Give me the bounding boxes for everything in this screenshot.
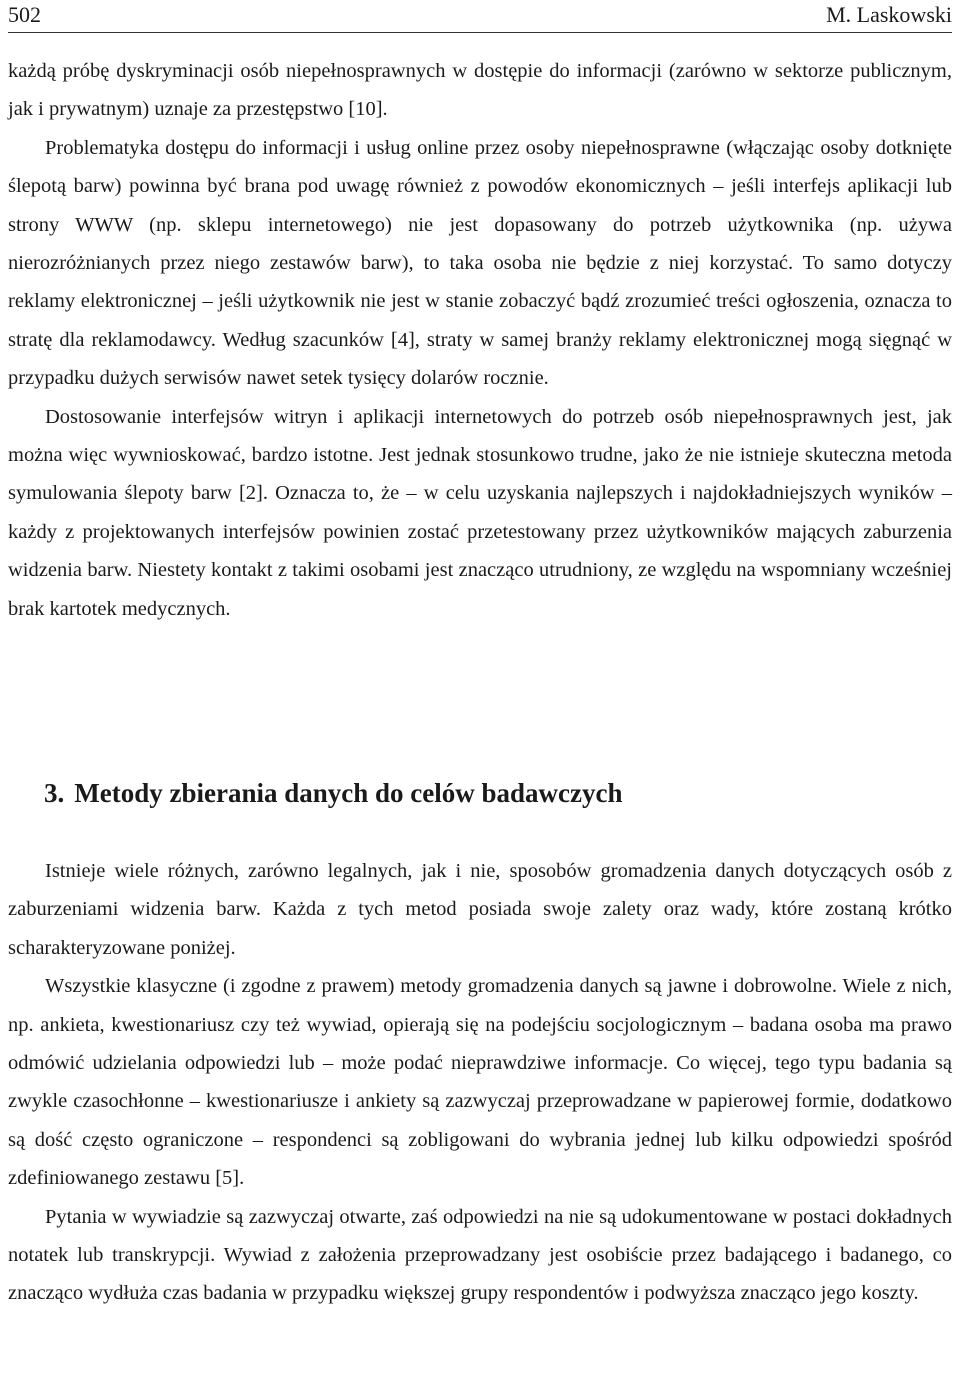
- body-text-bottom: [8, 852, 952, 1313]
- paragraph: Wszystkie klasyczne (i zgodne z prawem) metody gromadzenia danych są jawne i dobrowolne. Wiele z nich, np. ankieta, kwestionariusz czy też wywiad, opierają się na podejściu socjologicznym – badana osoba ma prawo odmówić udzielania odpowiedzi lub – może podać nieprawdziwe informacje. Co więcej, tego typu badania są zwykle czasochłonne – kwestionariusze i ankiety są zazwyczaj przeprowadzane w papierowej formie, dodatkowo są dość często ograniczone – respondenci są zobligowani do wybrania jednej lub kilku odpowiedzi spośród zdefiniowanego zestawu [5].: [8, 975, 952, 1190]
- section-title: Metody zbierania danych do celów badawczych: [74, 778, 623, 808]
- paragraph: Dostosowanie interfejsów witryn i aplikacji internetowych do potrzeb osób niepełnosprawnych jest, jak można więc wywnioskować, bardzo istotne. Jest jednak stosunkowo trudne, jako że nie istnieje skuteczna metoda symulowania ślepoty barw [2]. Oznacza to, że – w celu uzyskania najlepszych i najdokładniejszych wyników – każdy z projektowanych interfejsów powinien zostać przetestowany przez użytkowników mających zaburzenia widzenia barw. Niestety kontakt z takimi osobami jest znacząco utrudniony, ze względu na wspomniany wcześniej brak kartotek medycznych.: [8, 405, 952, 620]
- paragraph: Istnieje wiele różnych, zarówno legalnych, jak i nie, sposobów gromadzenia danych dotyczących osób z zaburzeniami widzenia barw. Każda z tych metod posiada swoje zalety oraz wady, które zostaną krótko scharakteryzowane poniżej.: [8, 860, 952, 959]
- body-text-top: [8, 52, 952, 628]
- paragraph: Pytania w wywiadzie są zazwyczaj otwarte, zaś odpowiedzi na nie są udokumentowane w postaci dokładnych notatek lub transkrypcji. Wywiad z założenia przeprowadzany jest osobiście przez badającego i badanego, co znacząco wydłuża czas badania w przypadku większej grupy respondentów i podwyższa znacząco jego koszty.: [8, 1205, 952, 1305]
- section-heading: [44, 773, 622, 813]
- section-number: 3.: [44, 778, 65, 808]
- running-header: [8, 1, 952, 29]
- paragraph: Problematyka dostępu do informacji i usług online przez osoby niepełnosprawne (włączając osoby dotknięte ślepotą barw) powinna być brana pod uwagę również z powodów ekonomicznych – jeśli interfejs aplikacji lub strony WWW (np. sklepu internetowego) nie jest dopasowany do potrzeb użytkownika (np. używa nierozróżnianych przez niego zestawów barw), to taka osoba nie będzie z niej korzystać. To samo dotyczy reklamy elektronicznej – jeśli użytkownik nie jest w stanie zobaczyć bądź zrozumieć treści ogłoszenia, oznacza to stratę dla reklamodawcy. Według szacunków [4], straty w samej branży reklamy elektronicznej mogą sięgnąć w przypadku dużych serwisów nawet setek tysięcy dolarów rocznie.: [8, 136, 952, 390]
- page-number: 502: [8, 2, 41, 27]
- paragraph-continuation: każdą próbę dyskryminacji osób niepełnosprawnych w dostępie do informacji (zarówno w sektorze publicznym, jak i prywatnym) uznaje za przestępstwo [10].: [8, 60, 952, 121]
- header-divider: [8, 32, 952, 33]
- running-header-author: M. Laskowski: [826, 2, 952, 27]
